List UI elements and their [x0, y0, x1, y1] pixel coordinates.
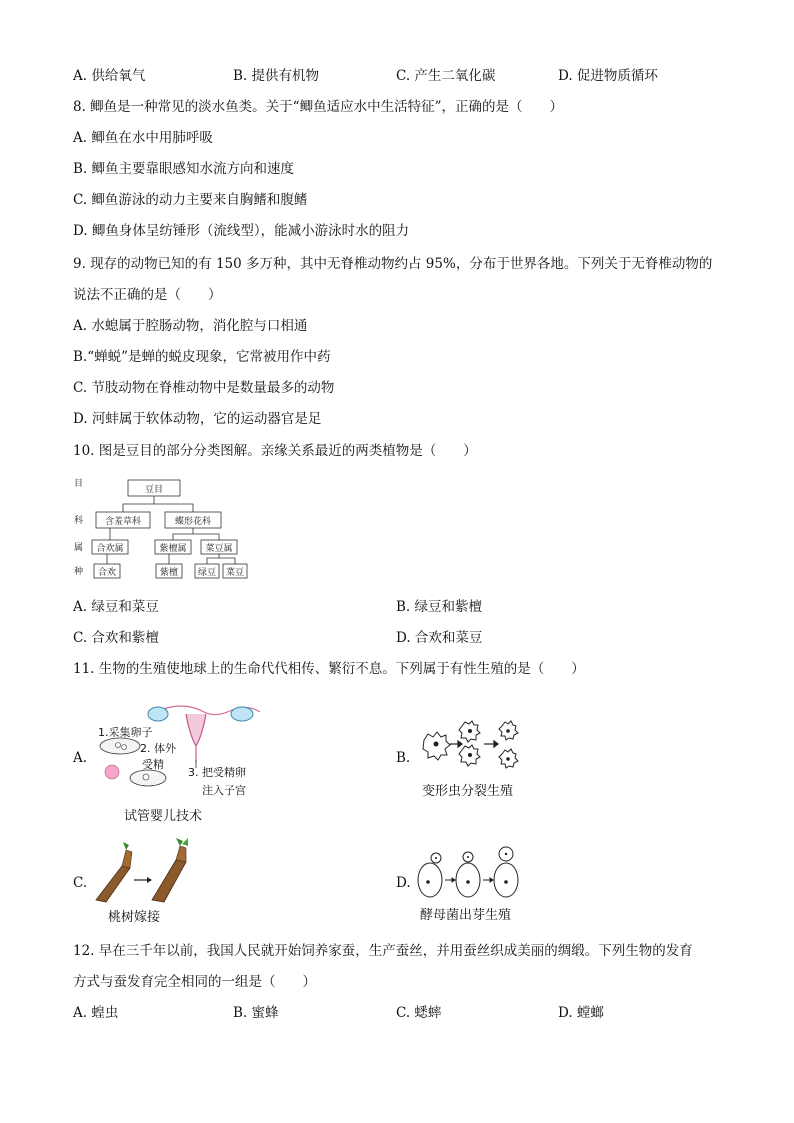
- classification-diagram: [70, 474, 260, 584]
- species-label-1: 合欢: [97, 568, 117, 578]
- amoeba-division-figure: [418, 716, 524, 776]
- yeast-budding-figure: [416, 844, 524, 900]
- q8-stem: 8. 鲫鱼是一种常见的淡水鱼类。关于“鲫鱼适应水中生活特征”，正确的是（ ）: [73, 99, 563, 115]
- genus-label-1: 合欢属: [96, 544, 124, 554]
- ivf-step3a: 3. 把受精卵: [188, 766, 246, 779]
- ivf-step2b: 受精: [142, 758, 164, 771]
- rank-order: 目: [74, 479, 84, 489]
- q10-option-d: D. 合欢和菜豆: [396, 630, 483, 646]
- species-label-2: 紫檀: [159, 568, 179, 578]
- order-label: 豆目: [144, 485, 164, 495]
- q9-option-b: B.“蝉蜕”是蝉的蜕皮现象，它常被用作中药: [73, 349, 331, 365]
- family-label-2: 蝶形花科: [174, 517, 212, 527]
- q9-option-c: C. 节肢动物在脊椎动物中是数量最多的动物: [73, 380, 335, 396]
- q8-option-a: A. 鲫鱼在水中用肺呼吸: [73, 130, 213, 146]
- ivf-step3b: 注入子宫: [202, 784, 246, 797]
- q8-option-d: D. 鲫鱼身体呈纺锤形（流线型），能减小游泳时水的阻力: [73, 223, 410, 239]
- q9-stem-line2: 说法不正确的是（ ）: [73, 287, 222, 303]
- rank-genus: 属: [74, 543, 84, 553]
- q7-option-a: A. 供给氧气: [73, 68, 146, 84]
- q7-option-d: D. 促进物质循环: [558, 68, 658, 84]
- family-label-1: 含羞草科: [104, 517, 142, 527]
- ivf-step1: 1.采集卵子: [98, 726, 153, 739]
- q8-option-c: C. 鲫鱼游泳的动力主要来自胸鳍和腹鳍: [73, 192, 308, 208]
- q10-stem: 10. 图是豆目的部分分类图解。亲缘关系最近的两类植物是（ ）: [73, 443, 477, 459]
- peach-grafting-figure: [92, 836, 200, 904]
- q7-option-b: B. 提供有机物: [233, 68, 320, 84]
- yeast-caption: 酵母菌出芽生殖: [420, 908, 512, 923]
- q11-option-b-letter: B.: [396, 750, 411, 766]
- q12-stem-line2: 方式与蚕发育完全相同的一组是（ ）: [73, 974, 316, 990]
- q10-option-b: B. 绿豆和紫檀: [396, 599, 483, 615]
- q12-option-a: A. 蝗虫: [73, 1005, 119, 1021]
- q12-stem-line1: 12. 早在三千年以前，我国人民就开始饲养家蚕，生产蚕丝，并用蚕丝织成美丽的绸缎。下列生物的发育: [73, 943, 693, 959]
- ivf-figure: [92, 690, 272, 802]
- q9-option-a: A. 水螅属于腔肠动物，消化腔与口相通: [73, 318, 308, 334]
- q10-option-c: C. 合欢和紫檀: [73, 630, 159, 646]
- q8-option-b: B. 鲫鱼主要靠眼感知水流方向和速度: [73, 161, 295, 177]
- q10-option-a: A. 绿豆和菜豆: [73, 599, 159, 615]
- q9-option-d: D. 河蚌属于软体动物，它的运动器官是足: [73, 411, 322, 427]
- q11-option-a-letter: A.: [73, 750, 88, 766]
- ivf-step2a: 2. 体外: [140, 742, 176, 755]
- grafting-caption: 桃树嫁接: [108, 910, 161, 925]
- rank-species: 种: [74, 567, 84, 577]
- q11-stem: 11. 生物的生殖使地球上的生命代代相传、繁衍不息。下列属于有性生殖的是（ ）: [73, 661, 585, 677]
- rank-family: 科: [74, 516, 84, 526]
- q9-stem-line1: 9. 现存的动物已知的有 150 多万种，其中无脊椎动物约占 95%，分布于世界各地。下列关于无脊椎动物的: [73, 256, 713, 272]
- amoeba-caption: 变形虫分裂生殖: [422, 784, 514, 799]
- species-label-4: 菜豆: [225, 568, 245, 578]
- genus-label-2: 紫檀属: [159, 544, 187, 554]
- species-label-3: 绿豆: [197, 568, 217, 578]
- q7-option-c: C. 产生二氧化碳: [396, 68, 496, 84]
- q12-option-c: C. 蟋蟀: [396, 1005, 442, 1021]
- q12-option-d: D. 螳螂: [558, 1005, 604, 1021]
- genus-label-3: 菜豆属: [205, 544, 233, 554]
- q11-option-c-letter: C.: [73, 875, 88, 891]
- q12-option-b: B. 蜜蜂: [233, 1005, 279, 1021]
- ivf-caption: 试管婴儿技术: [124, 809, 203, 824]
- q11-option-d-letter: D.: [396, 875, 411, 891]
